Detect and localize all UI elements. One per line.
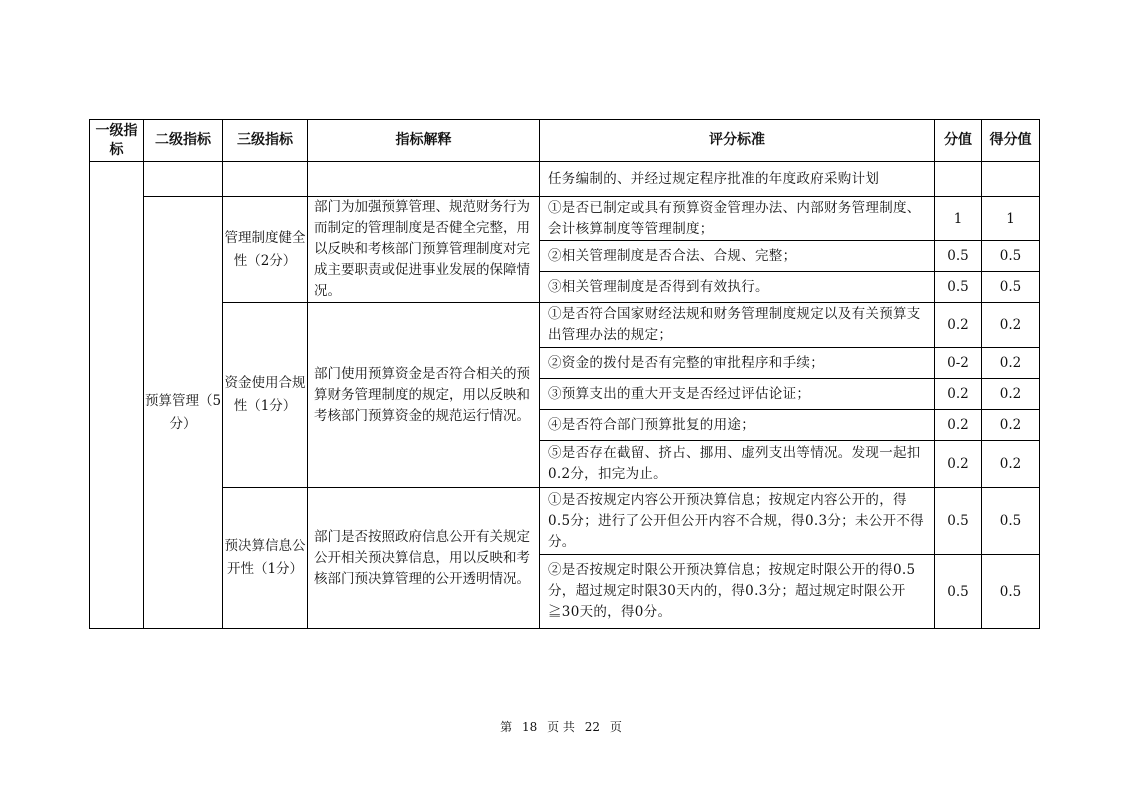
header-row [90, 120, 1040, 162]
points-cell: 1 [935, 197, 982, 241]
level3-cell: 资金使用合规性（1分） [223, 303, 308, 488]
level3-cell-empty [223, 162, 308, 197]
score-cell: 0.2 [982, 303, 1040, 348]
score-cell: 1 [982, 197, 1040, 241]
points-cell: 0.2 [935, 379, 982, 410]
criteria-cell: ⑤是否存在截留、挤占、挪用、虚列支出等情况。发现一起扣0.2分，扣完为止。 [540, 441, 935, 488]
criteria-cell: ③预算支出的重大开支是否经过评估论证； [540, 379, 935, 410]
score-cell: 0.5 [982, 488, 1040, 555]
criteria-cell: ④是否符合部门预算批复的用途； [540, 410, 935, 441]
evaluation-table [89, 119, 1040, 629]
header-points: 分值 [935, 120, 982, 162]
points-cell: 0.5 [935, 488, 982, 555]
level2-cell-empty [144, 162, 223, 197]
table-row [90, 303, 1040, 348]
score-cell: 0.2 [982, 379, 1040, 410]
score-cell-empty [982, 162, 1040, 197]
header-level1: 一级指标 [90, 120, 144, 162]
criteria-cell: ②相关管理制度是否合法、合规、完整； [540, 241, 935, 272]
points-cell: 0.2 [935, 441, 982, 488]
table-row [90, 197, 1040, 241]
points-cell: 0.2 [935, 410, 982, 441]
score-cell: 0.5 [982, 241, 1040, 272]
explanation-cell-empty [308, 162, 540, 197]
table-row [90, 162, 1040, 197]
header-score: 得分值 [982, 120, 1040, 162]
header-explanation: 指标解释 [308, 120, 540, 162]
criteria-cell: ①是否符合国家财经法规和财务管理制度规定以及有关预算支出管理办法的规定； [540, 303, 935, 348]
explanation-cell: 部门为加强预算管理、规范财务行为而制定的管理制度是否健全完整，用以反映和考核部门预算管理制度对完成主要职责或促进事业发展的保障情况。 [308, 197, 540, 303]
explanation-cell: 部门使用预算资金是否符合相关的预算财务管理制度的规定，用以反映和考核部门预算资金的规范运行情况。 [308, 303, 540, 488]
score-cell: 0.2 [982, 441, 1040, 488]
footer-total-pages: 22 [584, 720, 601, 734]
footer-prefix: 第 [500, 720, 513, 734]
criteria-cell: ②资金的拨付是否有完整的审批程序和手续； [540, 348, 935, 379]
points-cell: 0.5 [935, 555, 982, 629]
criteria-cell: ②是否按规定时限公开预决算信息；按规定时限公开的得0.5分，超过规定时限30天内的，得0.3分；超过规定时限公开≧30天的，得0分。 [540, 555, 935, 629]
page-footer [0, 718, 1122, 735]
header-level3: 三级指标 [223, 120, 308, 162]
header-level2: 二级指标 [144, 120, 223, 162]
header-criteria: 评分标准 [540, 120, 935, 162]
points-cell: 0.2 [935, 303, 982, 348]
level1-cell [90, 162, 144, 629]
level2-cell: 预算管理（5分） [144, 197, 223, 629]
level3-cell: 管理制度健全性（2分） [223, 197, 308, 303]
criteria-cell: ③相关管理制度是否得到有效执行。 [540, 272, 935, 303]
criteria-cell: ①是否按规定内容公开预决算信息；按规定内容公开的，得0.5分；进行了公开但公开内容不合规，得0.3分；未公开不得分。 [540, 488, 935, 555]
score-cell: 0.5 [982, 272, 1040, 303]
level3-cell: 预决算信息公开性（1分） [223, 488, 308, 629]
table-row [90, 488, 1040, 555]
footer-middle: 页 共 [547, 720, 575, 734]
criteria-cell: 任务编制的、并经过规定程序批准的年度政府采购计划 [540, 162, 935, 197]
footer-page-number: 18 [521, 720, 538, 734]
points-cell-empty [935, 162, 982, 197]
footer-suffix: 页 [609, 720, 622, 734]
score-cell: 0.2 [982, 348, 1040, 379]
points-cell: 0-2 [935, 348, 982, 379]
score-cell: 0.2 [982, 410, 1040, 441]
points-cell: 0.5 [935, 272, 982, 303]
points-cell: 0.5 [935, 241, 982, 272]
explanation-cell: 部门是否按照政府信息公开有关规定公开相关预决算信息，用以反映和考核部门预决算管理的公开透明情况。 [308, 488, 540, 629]
criteria-cell: ①是否已制定或具有预算资金管理办法、内部财务管理制度、会计核算制度等管理制度； [540, 197, 935, 241]
score-cell: 0.5 [982, 555, 1040, 629]
